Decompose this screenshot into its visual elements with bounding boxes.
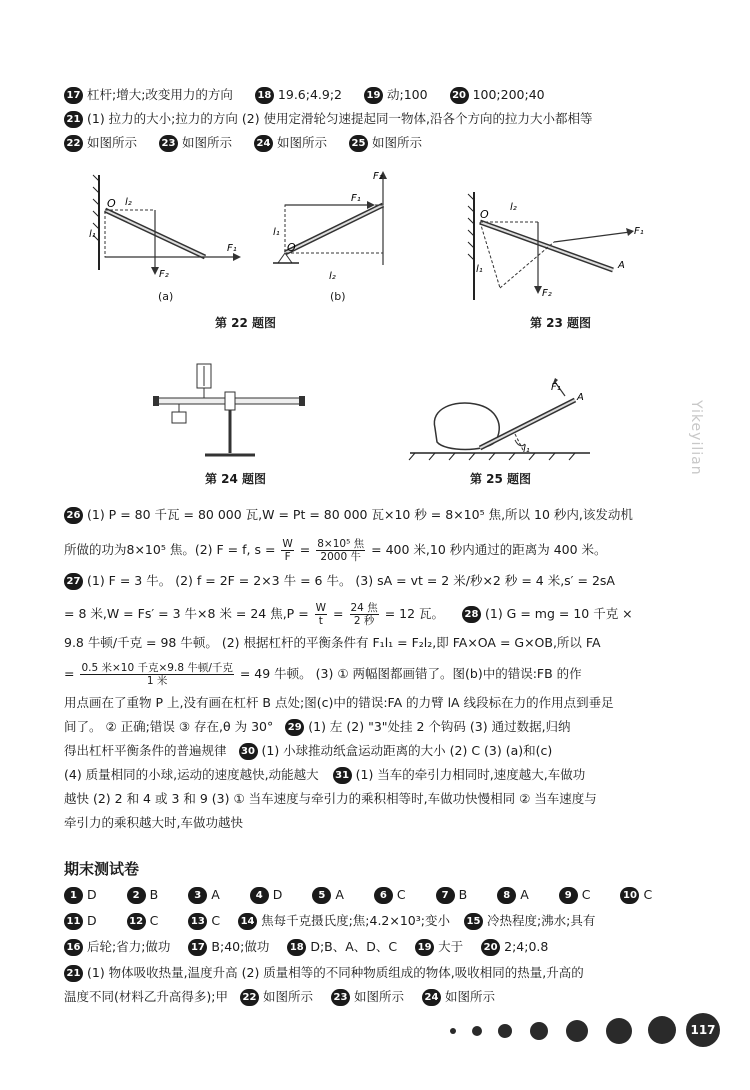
num-badge: 12 bbox=[127, 913, 146, 930]
answer: (1) 物体吸收热量,温度升高 (2) 质量相等的不同种物质组成的物体,吸收相同的热量,升高的 bbox=[87, 965, 584, 980]
final-4 bbox=[250, 887, 309, 902]
text: (1) 左 (2) "3"处挂 2 个钩码 (3) 通过数据,归纳 bbox=[308, 719, 571, 734]
caption-fig23: 第 23 题图 bbox=[530, 316, 592, 330]
num-badge: 4 bbox=[250, 887, 269, 904]
num-badge: 30 bbox=[239, 743, 258, 760]
section-title: 期末测试卷 bbox=[64, 860, 140, 878]
num-badge: 5 bbox=[312, 887, 331, 904]
answer: D bbox=[87, 887, 97, 902]
num-badge: 13 bbox=[188, 913, 207, 930]
num-badge: 18 bbox=[255, 87, 274, 104]
numerator: W bbox=[282, 538, 293, 550]
text: (1) G = mg = 10 千克 × bbox=[485, 606, 633, 621]
num-badge: 16 bbox=[64, 939, 83, 956]
answer: D bbox=[87, 913, 97, 928]
f1-line bbox=[554, 232, 630, 242]
sub-caption-a: (a) bbox=[158, 290, 174, 303]
answer: 温度不同(材料乙升高得多);甲 bbox=[64, 989, 228, 1004]
fraction bbox=[316, 538, 365, 563]
figure-22a bbox=[85, 165, 250, 290]
num-badge: 19 bbox=[415, 939, 434, 956]
answer-29-30-line bbox=[64, 742, 686, 760]
label-l1: l₁ bbox=[89, 229, 96, 240]
num-badge: 22 bbox=[240, 989, 259, 1006]
final-row-3 bbox=[64, 938, 686, 956]
label-l2: l₂ bbox=[329, 271, 336, 282]
final-5 bbox=[312, 887, 370, 902]
answer: C bbox=[149, 913, 159, 928]
text: = 400 米,10 秒内通过的距离为 400 米。 bbox=[371, 542, 607, 557]
answer-row-22-25 bbox=[64, 134, 686, 152]
num-badge: 22 bbox=[64, 135, 83, 152]
label-f2: F₂ bbox=[373, 171, 383, 182]
final-2 bbox=[127, 887, 185, 902]
num-badge: 10 bbox=[620, 887, 639, 904]
label-f1: F₁ bbox=[351, 193, 361, 204]
num-badge: 7 bbox=[436, 887, 455, 904]
page-number: 117 bbox=[686, 1013, 720, 1047]
answer-28-line2 bbox=[64, 634, 686, 652]
num-badge: 31 bbox=[333, 767, 352, 784]
answer: A bbox=[520, 887, 529, 902]
label-f: F₁ bbox=[551, 382, 561, 393]
num-badge: 29 bbox=[285, 719, 304, 736]
answer-26-line2 bbox=[64, 538, 686, 563]
fraction bbox=[80, 662, 233, 687]
fraction bbox=[281, 538, 293, 563]
final-8 bbox=[497, 887, 555, 902]
answer-row-21 bbox=[64, 110, 686, 128]
answer: D bbox=[272, 887, 283, 902]
dot bbox=[648, 1016, 676, 1044]
denominator: F bbox=[284, 551, 291, 563]
answer: A bbox=[335, 887, 344, 902]
text: = 49 牛顿。 (3) ① 两幅图都画错了。图(b)中的错误:FB 的作 bbox=[239, 666, 582, 681]
num-badge: 24 bbox=[254, 135, 273, 152]
num-badge: 1 bbox=[64, 887, 83, 904]
final-10 bbox=[620, 887, 652, 902]
answer-27-line1 bbox=[64, 572, 686, 590]
weight bbox=[172, 412, 186, 423]
answer: B bbox=[149, 887, 159, 902]
num-badge: 2 bbox=[127, 887, 146, 904]
label-f1: F₁ bbox=[227, 243, 237, 254]
answer: C bbox=[396, 887, 406, 902]
answer-19: 动;100 bbox=[387, 87, 428, 102]
final-row-5 bbox=[64, 988, 686, 1006]
answer: 如图所示 bbox=[353, 989, 404, 1004]
num-badge: 19 bbox=[364, 87, 383, 104]
answer: 冷热程度;沸水;具有 bbox=[486, 913, 596, 928]
denominator: 2 秒 bbox=[353, 615, 375, 627]
dot bbox=[566, 1020, 588, 1042]
numerator: 24 焦 bbox=[350, 602, 378, 614]
text: 牵引力的乘积越大时,车做功越快 bbox=[64, 815, 243, 830]
answer: 焦每千克摄氏度;焦;4.2×10³;变小 bbox=[261, 913, 450, 928]
fraction bbox=[350, 602, 379, 627]
num-badge: 23 bbox=[159, 135, 178, 152]
answer: C bbox=[581, 887, 591, 902]
label-o: O bbox=[107, 197, 116, 210]
label-l2: l₂ bbox=[510, 202, 517, 213]
answer: D;B、A、D、C bbox=[310, 939, 398, 954]
label-l2: l₂ bbox=[125, 197, 132, 208]
text: = bbox=[64, 666, 75, 681]
text: = bbox=[333, 606, 344, 621]
denominator: 2000 牛 bbox=[320, 551, 361, 563]
dot bbox=[606, 1018, 632, 1044]
arm-box bbox=[105, 210, 155, 257]
final-row-1 bbox=[64, 886, 686, 904]
answer: C bbox=[643, 887, 653, 902]
denominator: t bbox=[318, 615, 323, 627]
caption-fig24: 第 24 题图 bbox=[205, 472, 267, 486]
answer: 如图所示 bbox=[444, 989, 495, 1004]
answer-21: (1) 拉力的大小;拉力的方向 (2) 使用定滑轮匀速提起同一物体,沿各个方向的拉力大小都相等 bbox=[87, 111, 593, 126]
text: 间了。 ② 正确;错误 ③ 存在,θ 为 30° bbox=[64, 719, 274, 734]
fraction bbox=[315, 602, 327, 627]
answer: 后轮;省力;做功 bbox=[87, 939, 171, 954]
answer-28-line3 bbox=[64, 662, 686, 687]
num-badge: 28 bbox=[462, 606, 481, 623]
num-badge: 23 bbox=[331, 989, 350, 1006]
num-badge: 9 bbox=[559, 887, 578, 904]
num-badge: 11 bbox=[64, 913, 83, 930]
answer-27-line2 bbox=[64, 602, 686, 627]
num-badge: 17 bbox=[188, 939, 207, 956]
label-o: O bbox=[480, 208, 489, 221]
label-l1: l₁ bbox=[523, 444, 530, 455]
answer-20: 100;200;40 bbox=[472, 87, 545, 102]
label-l1: l₁ bbox=[273, 227, 280, 238]
final-9 bbox=[559, 887, 617, 902]
final-6 bbox=[374, 887, 432, 902]
text: 所做的功为8×10⁵ 焦。(2) F = f, s = bbox=[64, 542, 276, 557]
num-badge: 27 bbox=[64, 573, 83, 590]
answer-28-line4 bbox=[64, 694, 686, 712]
answer-30-31-line bbox=[64, 766, 686, 784]
answer-24: 如图所示 bbox=[277, 135, 328, 150]
num-badge: 21 bbox=[64, 965, 83, 982]
figure-24 bbox=[145, 358, 315, 463]
text: (1) 小球推动纸盒运动距离的大小 (2) C (3) (a)和(c) bbox=[261, 743, 553, 758]
answer: 大于 bbox=[438, 939, 464, 954]
text: (4) 质量相同的小球,运动的速度越快,动能越大 bbox=[64, 767, 319, 782]
num-badge: 18 bbox=[287, 939, 306, 956]
caption-fig25: 第 25 题图 bbox=[470, 472, 532, 486]
final-1 bbox=[64, 887, 123, 902]
answer-23: 如图所示 bbox=[182, 135, 233, 150]
answer-31-line2 bbox=[64, 790, 686, 808]
final-row-4 bbox=[64, 964, 686, 982]
text: = 8 米,W = Fs′ = 3 牛×8 米 = 24 焦,P = bbox=[64, 606, 309, 621]
label-o: O bbox=[287, 241, 296, 254]
final-3 bbox=[188, 887, 246, 902]
num-badge: 15 bbox=[464, 913, 483, 930]
answer: C bbox=[211, 913, 221, 928]
num-badge: 20 bbox=[481, 939, 500, 956]
label-l1: l₁ bbox=[476, 264, 483, 275]
label-f1: F₁ bbox=[634, 226, 644, 237]
numerator: 0.5 米×10 千克×9.8 牛顿/千克 bbox=[81, 662, 233, 674]
answer-18: 19.6;4.9;2 bbox=[277, 87, 343, 102]
num-badge: 6 bbox=[374, 887, 393, 904]
answer-26-line1 bbox=[64, 506, 686, 524]
final-7 bbox=[436, 887, 494, 902]
dot bbox=[498, 1024, 512, 1038]
answer: 如图所示 bbox=[262, 989, 313, 1004]
denominator: 1 米 bbox=[146, 675, 168, 687]
answer-25: 如图所示 bbox=[372, 135, 423, 150]
num-badge: 8 bbox=[497, 887, 516, 904]
sub-caption-b: (b) bbox=[330, 290, 346, 303]
final-row-2 bbox=[64, 912, 686, 930]
text: (1) F = 3 牛。 (2) f = 2F = 2×3 牛 = 6 牛。 (3) sA = vt = 2 米/秒×2 秒 = 4 米,s′ = 2sA bbox=[87, 573, 615, 588]
text: (1) P = 80 千瓦 = 80 000 瓦,W = Pt = 80 000 瓦×10 秒 = 8×10⁵ 焦,所以 10 秒内,该发动机 bbox=[87, 507, 633, 522]
side-watermark: Yikeyilian bbox=[688, 400, 704, 476]
label-f2: F₂ bbox=[542, 288, 552, 299]
dot bbox=[530, 1022, 548, 1040]
dot bbox=[450, 1028, 456, 1034]
label-f2: F₂ bbox=[159, 269, 169, 280]
num-badge: 25 bbox=[349, 135, 368, 152]
label-a: A bbox=[577, 392, 584, 403]
answer-row-17-20 bbox=[64, 86, 686, 104]
text: = bbox=[299, 542, 311, 557]
num-badge: 26 bbox=[64, 507, 83, 524]
text: 9.8 牛顿/千克 = 98 牛顿。 (2) 根据杠杆的平衡条件有 F₁l₁ = F₂l₂,即 FA×OA = G×OB,所以 FA bbox=[64, 635, 601, 650]
label-a: A bbox=[618, 260, 625, 271]
answer: 2;4;0.8 bbox=[504, 939, 549, 954]
figure-23 bbox=[458, 188, 648, 308]
num-badge: 17 bbox=[64, 87, 83, 104]
answer: A bbox=[211, 887, 220, 902]
dot bbox=[472, 1026, 482, 1036]
figure-22b bbox=[265, 165, 410, 290]
num-badge: 20 bbox=[450, 87, 469, 104]
caption-fig22: 第 22 题图 bbox=[215, 316, 277, 330]
num-badge: 21 bbox=[64, 111, 83, 128]
text: 得出杠杆平衡条件的普遍规律 bbox=[64, 743, 227, 758]
answer: B;40;做功 bbox=[211, 939, 270, 954]
numerator: 8×10⁵ 焦 bbox=[317, 538, 365, 550]
text: 越快 (2) 2 和 4 或 3 和 9 (3) ① 当车速度与牵引力的乘积相等时,车做功快慢相同 ② 当车速度与 bbox=[64, 791, 597, 806]
answer-28-29-line bbox=[64, 718, 686, 736]
text: (1) 当车的牵引力相同时,速度越大,车做功 bbox=[355, 767, 586, 782]
num-badge: 14 bbox=[238, 913, 257, 930]
text: = 12 瓦。 bbox=[384, 606, 445, 621]
answer-22: 如图所示 bbox=[87, 135, 138, 150]
answer-31-line3 bbox=[64, 814, 686, 832]
num-badge: 3 bbox=[188, 887, 207, 904]
numerator: W bbox=[315, 602, 327, 614]
answer: B bbox=[458, 887, 468, 902]
figure-25 bbox=[405, 378, 595, 468]
answer-17: 杠杆;增大;改变用力的方向 bbox=[87, 87, 233, 102]
num-badge: 24 bbox=[422, 989, 441, 1006]
pivot bbox=[278, 253, 292, 263]
text: 用点画在了重物 P 上,没有画在杠杆 B 点处;图(c)中的错误:FA 的力臂 lA 线段标在力的作用点到垂足 bbox=[64, 695, 614, 710]
